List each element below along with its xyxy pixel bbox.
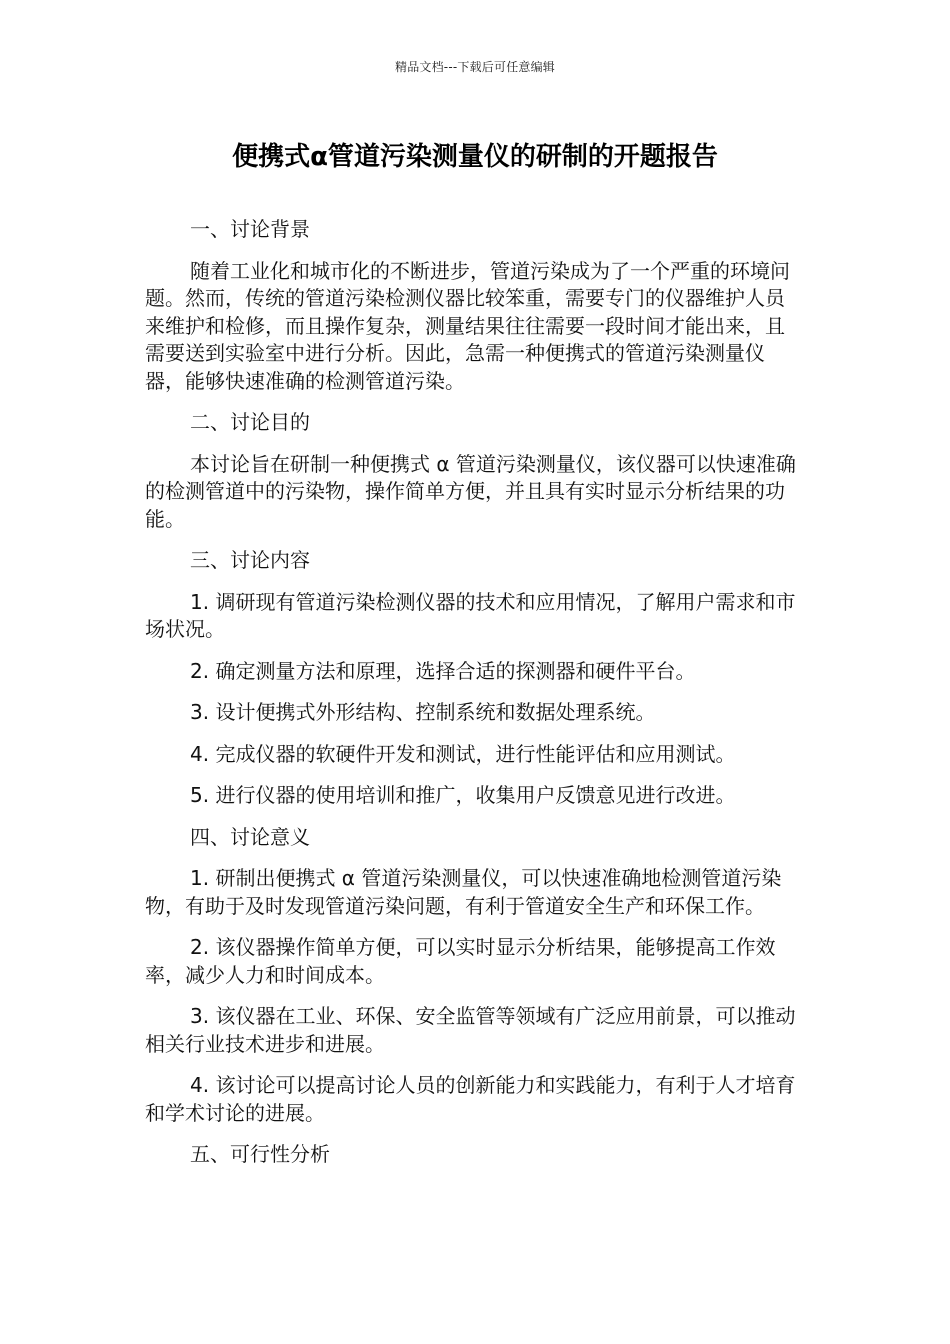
list-item-content-1: 1. 调研现有管道污染检测仪器的技术和应用情况，了解用户需求和市场状况。 bbox=[145, 589, 796, 641]
document-title: 便携式α管道污染测量仪的研制的开题报告 bbox=[232, 142, 718, 172]
document-body bbox=[145, 216, 800, 1183]
paragraph-purpose: 本讨论旨在研制一种便携式 α 管道污染测量仪，该仪器可以快速准确的检测管道中的污染物，操作简单方便，并且具有实时显示分析结果的功能。 bbox=[145, 451, 796, 531]
header-note: 精品文档---下载后可任意编辑 bbox=[395, 60, 555, 74]
list-item-significance-1: 1. 研制出便携式 α 管道污染测量仪，可以快速准确地检测管道污染物，有助于及时发现管道污染问题，有利于管道安全生产和环保工作。 bbox=[145, 866, 782, 918]
list-item-content-2: 2. 确定测量方法和原理，选择合适的探测器和硬件平台。 bbox=[190, 658, 696, 683]
list-item-content-5: 5. 进行仪器的使用培训和推广，收集用户反馈意见进行改进。 bbox=[190, 783, 736, 807]
list-item-significance-2: 2. 该仪器操作简单方便，可以实时显示分析结果，能够提高工作效率，减少人力和时间成本。 bbox=[145, 935, 776, 987]
section-heading-background: 一、讨论背景 bbox=[190, 217, 310, 241]
section-heading-purpose: 二、讨论目的 bbox=[190, 410, 310, 434]
list-item-content-3: 3. 设计便携式外形结构、控制系统和数据处理系统。 bbox=[190, 700, 656, 724]
list-item-significance-3: 3. 该仪器在工业、环保、安全监管等领域有广泛应用前景，可以推动相关行业技术进步和进展。 bbox=[145, 1004, 796, 1056]
list-item-content-4: 4. 完成仪器的软硬件开发和测试，进行性能评估和应用测试。 bbox=[190, 741, 736, 766]
section-heading-feasibility: 五、可行性分析 bbox=[190, 1142, 330, 1166]
paragraph-background: 随着工业化和城市化的不断进步，管道污染成为了一个严重的环境问题。然而，传统的管道污染检测仪器比较笨重，需要专门的仪器维护人员来维护和检修，而且操作复杂，测量结果往往需要一段时间才能出来，且需要送到实验室中进行分析。因此，急需一种便携式的管道污染测量仪器，能够快速准确的检测管道污染。 bbox=[145, 258, 790, 393]
section-heading-significance: 四、讨论意义 bbox=[190, 824, 310, 849]
list-item-significance-4: 4. 该讨论可以提高讨论人员的创新能力和实践能力，有利于人才培育和学术讨论的进展。 bbox=[145, 1073, 796, 1125]
section-heading-content: 三、讨论内容 bbox=[190, 548, 310, 572]
